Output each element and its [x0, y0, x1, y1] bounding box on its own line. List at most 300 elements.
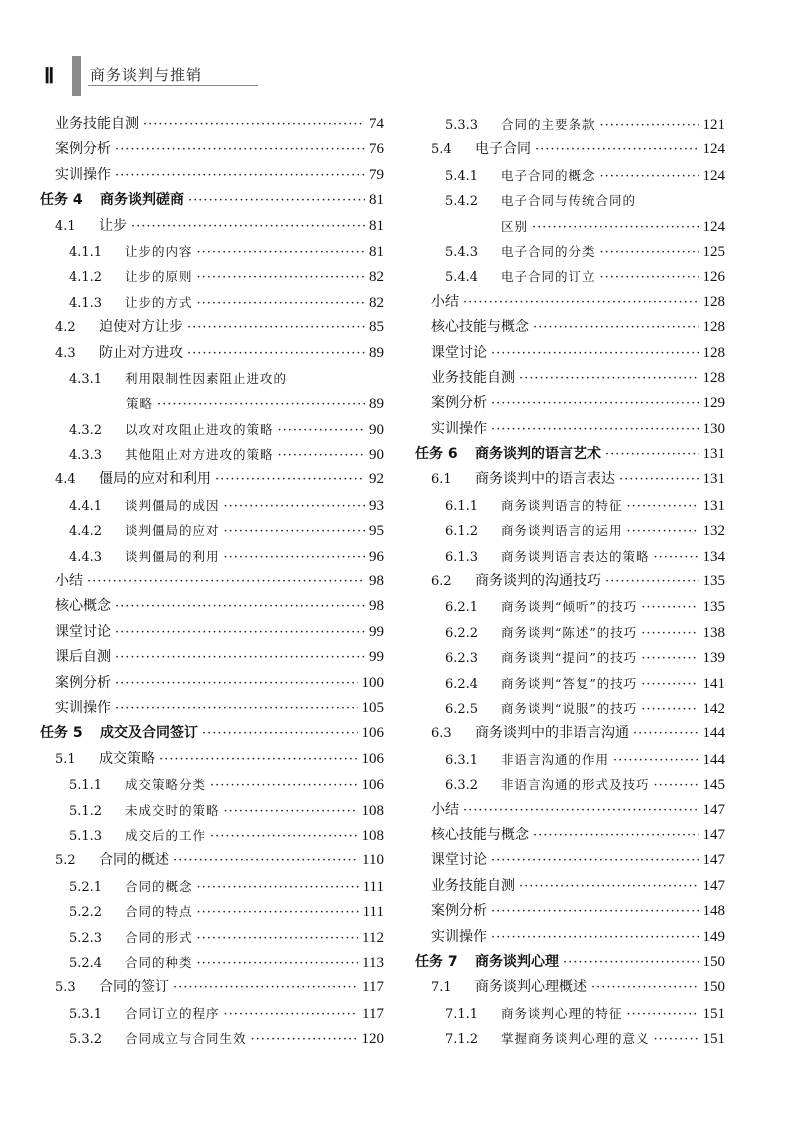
leader-dots: [197, 265, 365, 290]
toc-entry-title: 迫使对方让步: [99, 319, 183, 336]
leader-dots: [491, 848, 699, 873]
leader-dots: [115, 163, 365, 188]
toc-entry: [415, 214, 725, 239]
leader-dots: [600, 240, 699, 265]
leader-dots: [619, 467, 699, 492]
toc-entry-title: 实训操作: [55, 166, 111, 183]
toc-entry-page: 100: [361, 674, 384, 691]
leader-dots: [654, 545, 699, 570]
leader-dots: [278, 418, 365, 443]
toc-entry-title: 小结: [55, 573, 83, 590]
toc-entry: [415, 899, 725, 924]
leader-dots: [157, 392, 365, 417]
toc-entry-title: 谈判僵局的成因: [125, 497, 220, 513]
toc-entry: [415, 594, 725, 619]
toc-entry: [415, 772, 725, 797]
toc-entry: [415, 1001, 725, 1026]
toc-entry: [40, 1001, 384, 1026]
leader-dots: [491, 417, 699, 442]
leader-dots: [641, 621, 698, 646]
toc-entry-page: 82: [369, 294, 384, 311]
toc-entry-number: 4.1.2: [69, 270, 103, 286]
toc-entry-page: 98: [369, 573, 384, 590]
toc-entry: [40, 341, 384, 366]
toc-entry-page: 128: [702, 293, 725, 310]
toc-entry-page: 147: [702, 877, 725, 894]
toc-entry-number: 7.1.2: [445, 1032, 479, 1048]
toc-entry-page: 117: [362, 979, 384, 996]
toc-entry-title: 僵局的应对和利用: [99, 471, 211, 488]
toc-entry-number: 5.2.2: [69, 905, 103, 921]
toc-entry-page: 98: [369, 598, 384, 615]
toc-entry-title: 谈判僵局的利用: [125, 548, 220, 564]
toc-entry-number: 5.4.4: [445, 270, 479, 286]
leader-dots: [210, 824, 357, 849]
toc-entry: [40, 544, 384, 569]
toc-entry-title: 成交策略分类: [125, 777, 207, 793]
toc-entry: [415, 823, 725, 848]
toc-entry-number: 5.2.3: [69, 930, 103, 946]
leader-dots: [202, 721, 358, 746]
toc-entry: [415, 290, 725, 315]
toc-entry-title: 业务技能自测: [55, 116, 139, 132]
toc-entry-page: 128: [702, 319, 725, 336]
leader-dots: [600, 164, 699, 189]
toc-entry: [40, 518, 384, 543]
toc-entry: [40, 137, 384, 162]
toc-entry-page: 144: [702, 751, 725, 768]
toc-entry-title: 防止对方进攻: [99, 344, 183, 361]
toc-entry-page: 131: [702, 471, 725, 488]
toc-entry-title: 课堂讨论: [55, 623, 111, 640]
toc-entry: [40, 671, 384, 696]
leader-dots: [278, 443, 365, 468]
toc-entry: [40, 798, 384, 823]
toc-entry: [415, 544, 725, 569]
toc-entry: [40, 823, 384, 848]
toc-entry-title: 利用限制性因素阻止进攻的: [125, 370, 288, 386]
toc-entry-page: 106: [361, 777, 384, 794]
toc-entry: [40, 163, 384, 188]
toc-entry: [415, 721, 725, 746]
toc-entry-title: 让步的原则: [125, 269, 193, 285]
toc-entry-number: 5.4: [431, 142, 452, 158]
toc-entry-number: 6.3: [431, 726, 452, 742]
toc-entry-title: 小结: [431, 293, 459, 310]
toc-entry-number: 5.3.2: [69, 1032, 103, 1048]
leader-dots: [641, 646, 698, 671]
toc-entry-title: 商务谈判语言的特征: [501, 497, 623, 513]
toc-entry: [415, 493, 725, 518]
toc-entry-title: 案例分析: [55, 141, 111, 158]
toc-entry-title: 电子合同的分类: [501, 243, 596, 259]
toc-entry-page: 134: [702, 548, 725, 565]
toc-entry-page: 135: [702, 573, 725, 590]
toc-entry-number: 5.1.3: [69, 828, 103, 844]
toc-entry-title: 小结: [431, 801, 459, 818]
leader-dots: [491, 925, 699, 950]
toc-entry-page: 108: [361, 802, 384, 819]
toc-entry-title: 商务谈判语言的运用: [501, 523, 623, 539]
toc-entry-page: 99: [369, 623, 384, 640]
leader-dots: [87, 569, 365, 594]
toc-entry-page: 96: [369, 548, 384, 565]
toc-entry-title: 商务谈判的语言艺术: [475, 446, 601, 463]
leader-dots: [224, 494, 365, 519]
toc-entry-page: 124: [702, 141, 725, 158]
toc-entry-title: 商务谈判“陈述”的技巧: [501, 624, 638, 640]
toc-entry-title: 掌握商务谈判心理的意义: [501, 1031, 650, 1047]
toc-entry-page: 106: [361, 750, 384, 767]
toc-entry-number: 任务 4: [40, 192, 83, 209]
toc-entry-page: 144: [702, 725, 725, 742]
toc-entry: [415, 163, 725, 188]
toc-entry-number: 4.3.3: [69, 448, 103, 464]
toc-entry-number: 5.1: [55, 751, 76, 767]
toc-entry-title: 其他阻止对方进攻的策略: [125, 447, 274, 463]
toc-entry-page: 150: [702, 953, 725, 970]
leader-dots: [627, 1002, 699, 1027]
toc-entry-page: 151: [702, 1005, 725, 1022]
toc-entry-title: 合同的形式: [125, 929, 193, 945]
leader-dots: [535, 137, 699, 162]
toc-entry-title: 商务谈判中的非语言沟通: [475, 725, 629, 742]
leader-dots: [641, 595, 698, 620]
toc-entry: [415, 442, 725, 467]
leader-dots: [605, 442, 699, 467]
toc-column-left: [40, 112, 384, 1051]
leader-dots: [187, 341, 365, 366]
toc-entry-title: 策略: [126, 396, 154, 412]
toc-entry-page: 138: [702, 624, 725, 641]
toc-entry: [40, 696, 384, 721]
toc-entry-page: 128: [702, 344, 725, 361]
toc-entry-page: 99: [369, 649, 384, 666]
leader-dots: [251, 1027, 358, 1052]
toc-entry-title: 核心技能与概念: [431, 319, 529, 336]
toc-entry-page: 141: [702, 675, 725, 692]
toc-entry-title: 实训操作: [431, 928, 487, 945]
toc-entry-page: 76: [369, 141, 384, 158]
leader-dots: [197, 951, 359, 976]
toc-entry-page: 112: [362, 929, 384, 946]
toc-entry-number: 6.1: [431, 472, 452, 488]
toc-entry-page: 105: [361, 699, 384, 716]
leader-dots: [143, 112, 365, 137]
toc-entry-page: 106: [361, 725, 384, 742]
toc-entry-title: 商务谈判语言表达的策略: [501, 548, 650, 564]
toc-entry-page: 113: [362, 954, 384, 971]
toc-entry-title: 商务谈判磋商: [100, 192, 184, 209]
toc-entry-title: 成交及合同签订: [100, 725, 198, 742]
toc-entry-number: 5.3.3: [445, 118, 479, 133]
toc-entry-title: 课堂讨论: [431, 852, 487, 869]
toc-entry-title: 电子合同与传统合同的: [501, 193, 637, 209]
toc-entry: [415, 620, 725, 645]
leader-dots: [519, 366, 699, 391]
header-rule: [88, 85, 258, 86]
leader-dots: [491, 899, 699, 924]
toc-entry-page: 108: [361, 827, 384, 844]
toc-entry: [40, 747, 384, 772]
toc-entry: [415, 645, 725, 670]
toc-entry-number: 4.4: [55, 472, 76, 488]
leader-dots: [197, 875, 359, 900]
toc-entry-title: 商务谈判心理概述: [475, 979, 587, 996]
toc-entry-title: 案例分析: [431, 395, 487, 412]
toc-entry-page: 111: [362, 904, 384, 921]
leader-dots: [187, 315, 365, 340]
leader-dots: [591, 975, 699, 1000]
toc-entry-page: 111: [362, 878, 384, 895]
toc-entry-number: 7.1: [431, 980, 452, 996]
toc-entry: [40, 874, 384, 899]
toc-entry-title: 商务谈判中的语言表达: [475, 471, 615, 488]
toc-entry: [40, 467, 384, 492]
toc-entry: [40, 417, 384, 442]
leader-dots: [627, 494, 699, 519]
toc-entry-number: 4.2: [55, 320, 76, 336]
toc-entry-number: 6.3.2: [445, 778, 479, 794]
toc-entry: [415, 569, 725, 594]
toc-entry-number: 7.1.1: [445, 1006, 479, 1022]
leader-dots: [224, 545, 365, 570]
leader-dots: [115, 645, 365, 670]
leader-dots: [563, 950, 699, 975]
leader-dots: [197, 240, 365, 265]
toc-entry-page: 90: [369, 447, 384, 464]
toc-entry-page: 149: [702, 928, 725, 945]
leader-dots: [115, 671, 358, 696]
running-header: [44, 56, 304, 96]
toc-entry: [40, 594, 384, 619]
toc-entry: [415, 239, 725, 264]
toc-entry-page: 131: [702, 446, 725, 463]
toc-entry: [40, 112, 384, 137]
leader-dots: [188, 188, 365, 213]
leader-dots: [197, 900, 359, 925]
toc-entry-title: 让步的方式: [125, 294, 193, 310]
toc-entry: [40, 214, 384, 239]
toc-entry-page: 126: [702, 269, 725, 286]
page-number: Ⅱ: [44, 64, 56, 88]
toc-entry-title: 商务谈判心理的特征: [501, 1005, 623, 1021]
leader-dots: [533, 315, 699, 340]
toc-entry: [415, 696, 725, 721]
toc-entry-title: 课堂讨论: [431, 344, 487, 361]
leader-dots: [463, 798, 699, 823]
toc-entry: [40, 569, 384, 594]
toc-entry: [40, 925, 384, 950]
toc-entry-number: 5.4.3: [445, 244, 479, 260]
toc-entry-title: 核心技能与概念: [431, 826, 529, 843]
toc-entry: [40, 264, 384, 289]
toc-entry-page: 131: [702, 497, 725, 514]
toc-column-right: [415, 112, 725, 1051]
toc-entry-number: 6.1.2: [445, 524, 479, 540]
toc-entry-title: 未成交时的策略: [125, 802, 220, 818]
toc-entry: [415, 874, 725, 899]
toc-entry-page: 129: [702, 395, 725, 412]
toc-entry-number: 5.1.1: [69, 778, 103, 794]
toc-entry-page: 150: [702, 979, 725, 996]
leader-dots: [519, 874, 699, 899]
toc-entry-page: 124: [702, 218, 725, 235]
toc-entry-page: 90: [369, 421, 384, 438]
toc-entry: [415, 391, 725, 416]
toc-entry-page: 125: [702, 243, 725, 260]
toc-entry: [40, 366, 384, 391]
toc-entry-page: 135: [702, 599, 725, 616]
toc-entry: [415, 925, 725, 950]
toc-entry-number: 6.2.3: [445, 651, 479, 667]
leader-dots: [600, 265, 699, 290]
leader-dots: [463, 290, 699, 315]
toc-entry-page: 147: [702, 826, 725, 843]
toc-entry: [415, 315, 725, 340]
toc-entry-number: 4.3.2: [69, 422, 103, 438]
leader-dots: [613, 748, 698, 773]
toc-entry-title: 电子合同: [475, 141, 531, 158]
toc-entry: [40, 493, 384, 518]
toc-entry-page: 89: [369, 344, 384, 361]
leader-dots: [654, 773, 699, 798]
toc-entry-number: 4.1.3: [69, 295, 103, 311]
leader-dots: [641, 672, 698, 697]
toc-entry: [415, 798, 725, 823]
toc-entry-page: 81: [369, 217, 384, 234]
toc-entry-number: 5.2.4: [69, 955, 103, 971]
toc-entry-title: 实训操作: [55, 699, 111, 716]
leader-dots: [627, 519, 699, 544]
leader-dots: [633, 721, 699, 746]
toc-entry: [415, 188, 725, 213]
header-bar: [72, 56, 81, 96]
toc-entry: [40, 645, 384, 670]
toc-entry-page: 121: [702, 117, 725, 133]
toc-entry-number: 5.2: [55, 853, 76, 869]
leader-dots: [605, 569, 699, 594]
leader-dots: [210, 773, 357, 798]
toc-entry-title: 合同的概念: [125, 878, 193, 894]
toc-entry-page: 130: [702, 420, 725, 437]
toc-entry-number: 任务 5: [40, 725, 83, 742]
toc-entry-page: 120: [361, 1031, 384, 1048]
leader-dots: [641, 697, 698, 722]
toc-entry-title: 商务谈判心理: [475, 953, 559, 970]
toc-entry: [415, 747, 725, 772]
leader-dots: [600, 113, 699, 138]
toc-entry-number: 4.3: [55, 345, 76, 361]
toc-entry-title: 课后自测: [55, 649, 111, 666]
toc-entry: [415, 518, 725, 543]
toc-entry-title: 案例分析: [431, 903, 487, 920]
toc-entry: [40, 315, 384, 340]
toc-entry-page: 151: [702, 1031, 725, 1048]
toc-entry-title: 非语言沟通的形式及技巧: [501, 777, 650, 793]
toc-entry-title: 合同的签订: [99, 979, 169, 996]
toc-entry: [415, 112, 725, 137]
toc-entry-title: 电子合同的概念: [501, 167, 596, 183]
toc-entry-page: 85: [369, 319, 384, 336]
leader-dots: [224, 519, 365, 544]
toc-entry-title: 区别: [501, 218, 529, 234]
toc-entry: [40, 620, 384, 645]
toc-entry-number: 6.1.1: [445, 498, 479, 514]
toc-entry: [40, 772, 384, 797]
toc-entry: [415, 671, 725, 696]
leader-dots: [115, 696, 358, 721]
toc-entry-title: 让步的内容: [125, 243, 193, 259]
toc-entry-title: 核心概念: [55, 598, 111, 615]
toc-entry-number: 6.3.1: [445, 752, 479, 768]
leader-dots: [491, 391, 699, 416]
toc-entry: [415, 950, 725, 975]
toc-entry-page: 132: [702, 523, 725, 540]
toc-entry-number: 任务 6: [415, 446, 458, 463]
toc-entry: [415, 341, 725, 366]
toc-entry-title: 商务谈判的沟通技巧: [475, 573, 601, 590]
toc-entry-title: 案例分析: [55, 674, 111, 691]
leader-dots: [197, 926, 359, 951]
toc-entry-title: 合同的概述: [99, 852, 169, 869]
leader-dots: [159, 747, 358, 772]
toc-entry-title: 商务谈判“说服”的技巧: [501, 700, 638, 716]
toc-entry-number: 5.1.2: [69, 803, 103, 819]
toc-entry: [415, 417, 725, 442]
toc-entry-page: 79: [369, 166, 384, 183]
toc-entry-page: 92: [369, 471, 384, 488]
toc-entry-title: 商务谈判“提问”的技巧: [501, 650, 638, 666]
toc-entry: [40, 442, 384, 467]
toc-entry: [415, 137, 725, 162]
toc-entry: [40, 391, 384, 416]
leader-dots: [533, 823, 699, 848]
leader-dots: [224, 1002, 359, 1027]
leader-dots: [115, 137, 365, 162]
toc-entry-number: 4.4.2: [69, 524, 103, 540]
toc-entry-title: 电子合同的订立: [501, 269, 596, 285]
leader-dots: [173, 848, 358, 873]
toc-entry-page: 147: [702, 852, 725, 869]
toc-entry: [415, 467, 725, 492]
toc-entry-page: 148: [702, 903, 725, 920]
toc-entry-number: 5.4.2: [445, 194, 479, 210]
toc-entry: [40, 721, 384, 746]
toc-entry-title: 合同的主要条款: [501, 117, 596, 132]
toc-entry-title: 商务谈判“倾听”的技巧: [501, 599, 638, 615]
toc-entry-number: 4.1: [55, 218, 76, 234]
toc-entry-page: 117: [362, 1005, 384, 1022]
toc-entry: [40, 975, 384, 1000]
leader-dots: [115, 594, 365, 619]
toc-entry: [415, 1026, 725, 1051]
leader-dots: [532, 215, 698, 240]
toc-entry-page: 139: [702, 650, 725, 667]
toc-entry-page: 145: [702, 777, 725, 794]
toc-entry-page: 89: [369, 396, 384, 413]
toc-entry-title: 合同订立的程序: [125, 1005, 220, 1021]
toc-entry-page: 124: [702, 167, 725, 184]
leader-dots: [215, 467, 365, 492]
leader-dots: [115, 620, 365, 645]
leader-dots: [173, 975, 358, 1000]
leader-dots: [491, 341, 699, 366]
toc-entry-page: 93: [369, 497, 384, 514]
toc-entry-title: 业务技能自测: [431, 369, 515, 386]
toc-entry-title: 商务谈判“答复”的技巧: [501, 675, 638, 691]
toc-entry-title: 让步: [99, 217, 127, 234]
